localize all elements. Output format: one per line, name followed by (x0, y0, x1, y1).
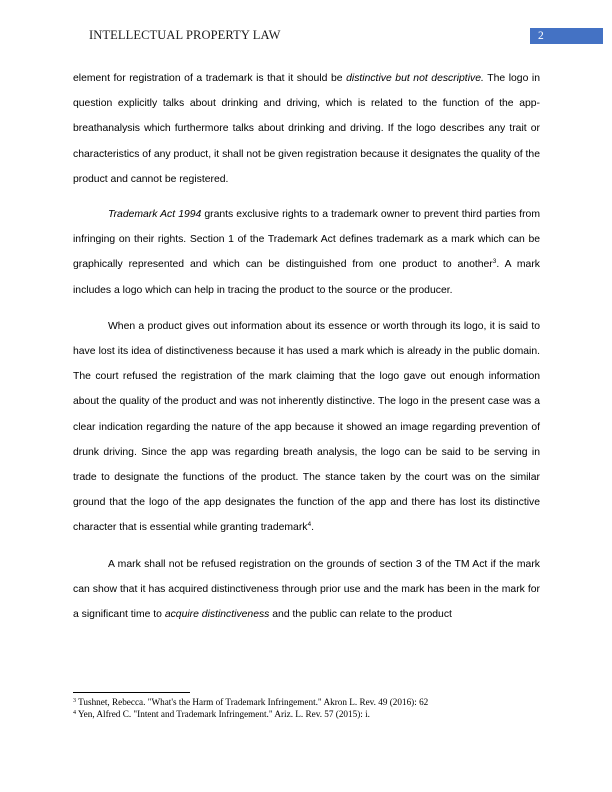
footnote-ref-4[interactable]: 4 (307, 521, 312, 529)
paragraph-2-emphasis: Trademark Act 1994 (108, 209, 202, 221)
paragraph-1-emphasis: distinctive but not descriptive. (346, 73, 484, 84)
footnote-4 (73, 708, 540, 720)
footnote-ref-3[interactable]: 3 (492, 258, 497, 266)
paragraph-2-text-b: . A mark includes a logo which can help in tracing the product to the source or the producer. (73, 259, 540, 296)
paragraph-4 (73, 552, 540, 628)
footnotes (73, 696, 540, 720)
paragraph-4-emphasis: acquire distinctiveness (164, 609, 270, 621)
paragraph-1-text-a: element for registration of a trademark is that it should be (73, 73, 347, 84)
footnote-text: Tushnet, Rebecca. "What's the Harm of Trademark Infringement." Akron L. Rev. 49 (2016): 62 (76, 697, 429, 707)
paragraph-4-text-a: A mark shall not be refused registration on the grounds of section 3 of the TM Act if the mark can show that it has acquired distinctiveness through prior use and the mark has been in the mark for a significant time to (73, 558, 540, 621)
paragraph-2 (73, 202, 540, 303)
paragraph-3 (73, 314, 540, 541)
footnote-text: Yen, Alfred C. "Intent and Trademark Infringement." Ariz. L. Rev. 57 (2015): i. (76, 709, 370, 719)
running-header-title: INTELLECTUAL PROPERTY LAW (89, 28, 281, 42)
paragraph-3-text-b: . (311, 522, 314, 534)
footnote-number: 4 (73, 710, 76, 716)
footnote-number: 3 (73, 698, 76, 704)
footnote-3 (73, 696, 540, 708)
paragraph-4-text-b: and the public can relate to the product (269, 609, 452, 621)
paragraph-3-text-a: When a product gives out information about its essence or worth through its logo, it is said to have lost its idea of distinctiveness because it has used a mark which is already in the public domain. The court refused the registration of the mark claiming that the logo gave out enough information about the quality of the product and was not inherently distinctive. The logo in the present case was a clear indication regarding the nature of the app because it showed an image regarding prevention of drunk driving. Since the app was regarding breath analysis, the logo can be said to be serving in trade to designate the functions of the product. The stance taken by the court was on the similar ground that the logo of the app designates the function of the app and there has lost its distinctive character that is essential while granting trademark (73, 320, 540, 534)
body-text (73, 66, 540, 638)
paragraph-2-text-a: grants exclusive rights to a trademark owner to prevent third parties from infringing on their rights. Section 1 of the Trademark Act defines trademark as a mark which can be graphically represented and which can be distinguished from one product to another (73, 209, 540, 271)
footnote-separator (73, 692, 190, 693)
paragraph-1 (73, 66, 540, 192)
page-number-badge: 2 (530, 28, 603, 44)
paragraph-1-text-b: The logo in question explicitly talks about drinking and driving, which is related to the function of the app-breathanalysis which furthermore talks about drinking and driving. If the logo describes any trait or characteristics of any product, it shall not be given registration because it designates the quality of the product and cannot be registered. (73, 73, 540, 185)
